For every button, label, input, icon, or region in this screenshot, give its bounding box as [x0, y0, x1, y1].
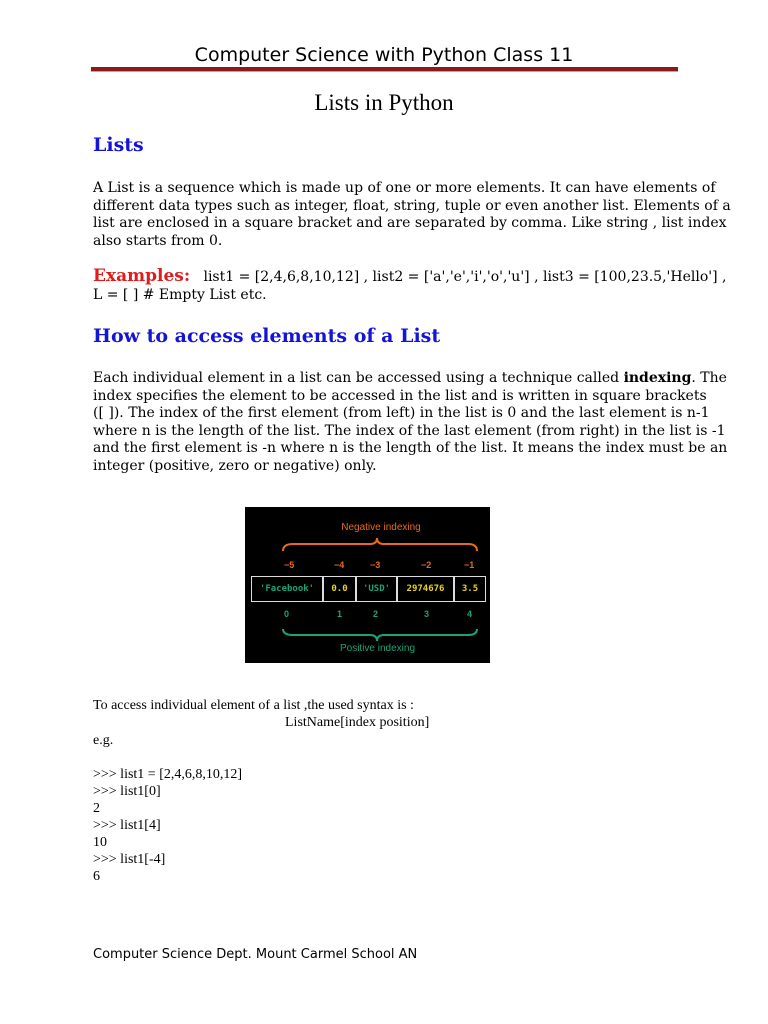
paragraph-line: integer (positive, zero or negative) only.: [93, 457, 377, 474]
list-cell: 'USD': [356, 576, 397, 602]
running-header: Computer Science with Python Class 11: [194, 44, 574, 66]
syntax-form: ListName[index position]: [285, 715, 430, 730]
positive-index: 3: [424, 609, 430, 619]
paragraph-line: ([ ]). The index of the first element (from left) in the list is 0 and the last element is n-1: [93, 405, 710, 421]
section-heading-access: How to access elements of a List: [93, 325, 441, 347]
header-rule: [91, 67, 678, 72]
code-line: >>> list1[0]: [93, 784, 161, 799]
paragraph-line: index specifies the element to be accessed in the list and is written in square brackets: [93, 387, 707, 404]
negative-index: −3: [370, 560, 381, 570]
positive-index: 4: [467, 609, 473, 619]
paragraph-line: Each individual element in a list can be accessed using a technique called indexing. The: [93, 370, 727, 386]
paragraph-line: different data types such as integer, float, string, tuple or even another list. Elements of a: [93, 197, 731, 214]
code-line: >>> list1 = [2,4,6,8,10,12]: [93, 767, 243, 782]
list-cell: 'Facebook': [251, 576, 323, 602]
positive-brace: [283, 629, 477, 641]
positive-index: 1: [337, 609, 343, 619]
examples-label: Examples:: [93, 266, 191, 286]
paragraph-line: where n is the length of the list. The index of the last element (from right) in the list is -1: [93, 422, 726, 439]
code-line: >>> list1[-4]: [93, 852, 166, 867]
negative-index: −4: [334, 560, 345, 570]
negative-index: −1: [464, 560, 475, 570]
positive-indexing-label: Positive indexing: [339, 643, 416, 654]
paragraph-line: list are enclosed in a square bracket and are separated by comma. Like string , list index: [93, 215, 727, 231]
eg-label: e.g.: [93, 733, 114, 748]
paragraph-line: and the first element is -n where n is the length of the list. It means the index must be an: [93, 440, 728, 456]
examples-text: list1 = [2,4,6,8,10,12] , list2 = ['a','e','i','o','u'] , list3 = [100,23.5,'Hello'] ,: [203, 269, 727, 285]
code-line: 6: [93, 869, 100, 884]
paragraph-line: also starts from 0.: [93, 232, 223, 249]
examples-block: [93, 266, 727, 304]
paragraph-line: A List is a sequence which is made up of one or more elements. It can have elements of: [93, 180, 716, 196]
document-title: Lists in Python: [314, 90, 454, 115]
negative-index: −5: [284, 560, 295, 570]
lists-paragraph: [93, 180, 731, 250]
syntax-intro: To access individual element of a list ,the used syntax is :: [93, 698, 414, 713]
indexing-term: indexing: [623, 370, 692, 386]
negative-index: −2: [421, 560, 432, 570]
access-paragraph: [93, 370, 728, 475]
positive-index: 2: [373, 609, 379, 619]
examples-text-line2: L = [ ] # Empty List etc.: [93, 286, 267, 303]
section-heading-lists: Lists: [93, 134, 144, 156]
list-cell: 0.0: [323, 576, 356, 602]
list-cell: 3.5: [454, 576, 486, 602]
negative-indexing-label: Negative indexing: [341, 522, 421, 533]
code-line: 2: [93, 801, 100, 816]
list-cell: 2974676: [397, 576, 454, 602]
page-footer: Computer Science Dept. Mount Carmel School AN: [93, 947, 418, 962]
positive-index: 0: [284, 609, 290, 619]
code-line: 10: [93, 835, 107, 850]
code-line: >>> list1[4]: [93, 818, 161, 833]
negative-brace: [283, 538, 477, 551]
